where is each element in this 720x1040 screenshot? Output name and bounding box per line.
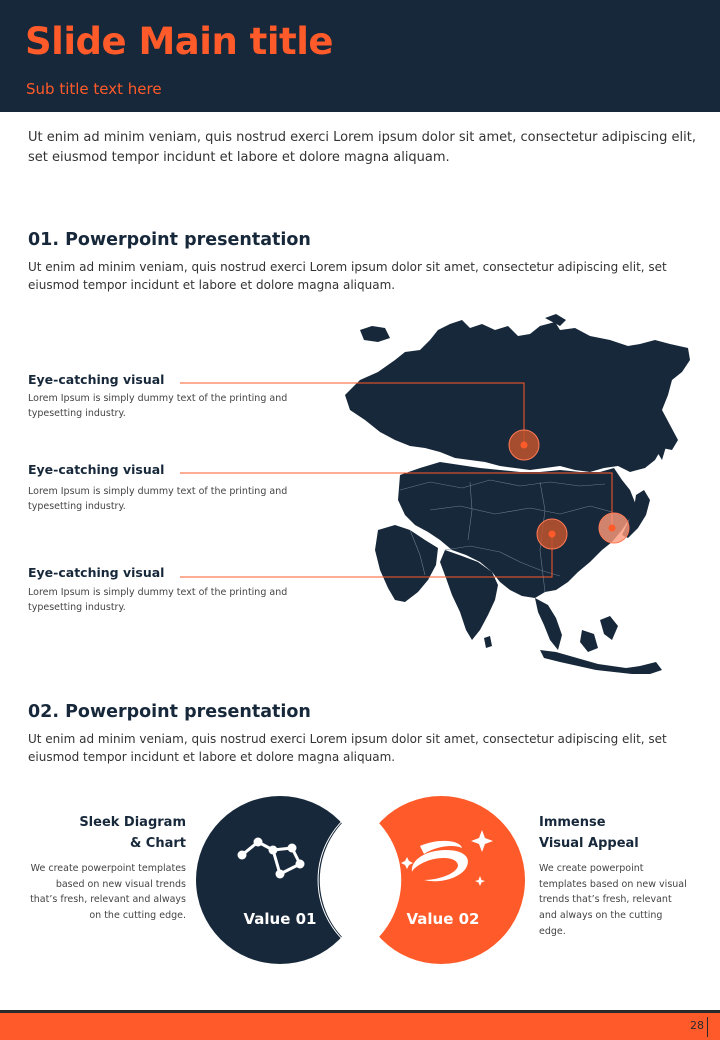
map-landmass: [345, 314, 690, 674]
footer-bar: [0, 1010, 720, 1040]
right-feature-title: [539, 812, 689, 854]
callout-2-title: Eye-catching visual: [28, 462, 165, 477]
header-banner: [0, 0, 720, 112]
page-number-divider: [707, 1017, 708, 1037]
callout-3-text: Lorem Ipsum is simply dummy text of the printing and typesetting industry.: [28, 587, 288, 613]
callout-1-text: Lorem Ipsum is simply dummy text of the printing and typesetting industry.: [28, 393, 288, 419]
map-marker-3: [599, 513, 629, 543]
left-feature-title: [28, 812, 186, 854]
map-marker-1: [509, 430, 539, 460]
callout-1-title: Eye-catching visual: [28, 372, 165, 387]
left-feature-text: We create powerpoint templates based on new visual trends that’s fresh, relevant and always on the cutting edge.: [30, 863, 186, 922]
left-feature-title-line2: & Chart: [129, 836, 186, 851]
venn-diagram: [190, 780, 530, 985]
left-feature-title-line1: Sleek Diagram: [79, 815, 186, 830]
value2-label: Value 02: [406, 910, 480, 928]
section1-title: 01. Powerpoint presentation: [28, 230, 311, 250]
section2-text: Ut enim ad minim veniam, quis nostrud exerci Lorem ipsum dolor sit amet, consectetur adipiscing elit, set eiusmod tempor incidunt et labore et dolore magna aliquam.: [28, 732, 667, 764]
intro-paragraph: Ut enim ad minim veniam, quis nostrud exerci Lorem ipsum dolor sit amet, consectetur adipiscing elit, set eiusmod tempor incidunt et labore et dolore magna aliquam.: [28, 130, 696, 165]
map-marker-2: [537, 519, 567, 549]
callout-3-title: Eye-catching visual: [28, 565, 165, 580]
callout-2-text: Lorem Ipsum is simply dummy text of the printing and typesetting industry.: [28, 486, 288, 512]
section1-text: Ut enim ad minim veniam, quis nostrud exerci Lorem ipsum dolor sit amet, consectetur adipiscing elit, set eiusmod tempor incidunt et labore et dolore magna aliquam.: [28, 260, 667, 292]
right-feature-title-line2: Visual Appeal: [539, 836, 639, 851]
page-subtitle: Sub title text here: [26, 80, 162, 98]
value1-label: Value 01: [243, 910, 317, 928]
right-feature-text: We create powerpoint templates based on new visual trends that’s fresh, relevant and always on the cutting edge.: [539, 863, 687, 937]
right-feature-title-line1: Immense: [539, 815, 606, 830]
page-number: 28: [690, 1019, 704, 1032]
page-title: Slide Main title: [25, 20, 333, 63]
section2-title: 02. Powerpoint presentation: [28, 702, 311, 722]
